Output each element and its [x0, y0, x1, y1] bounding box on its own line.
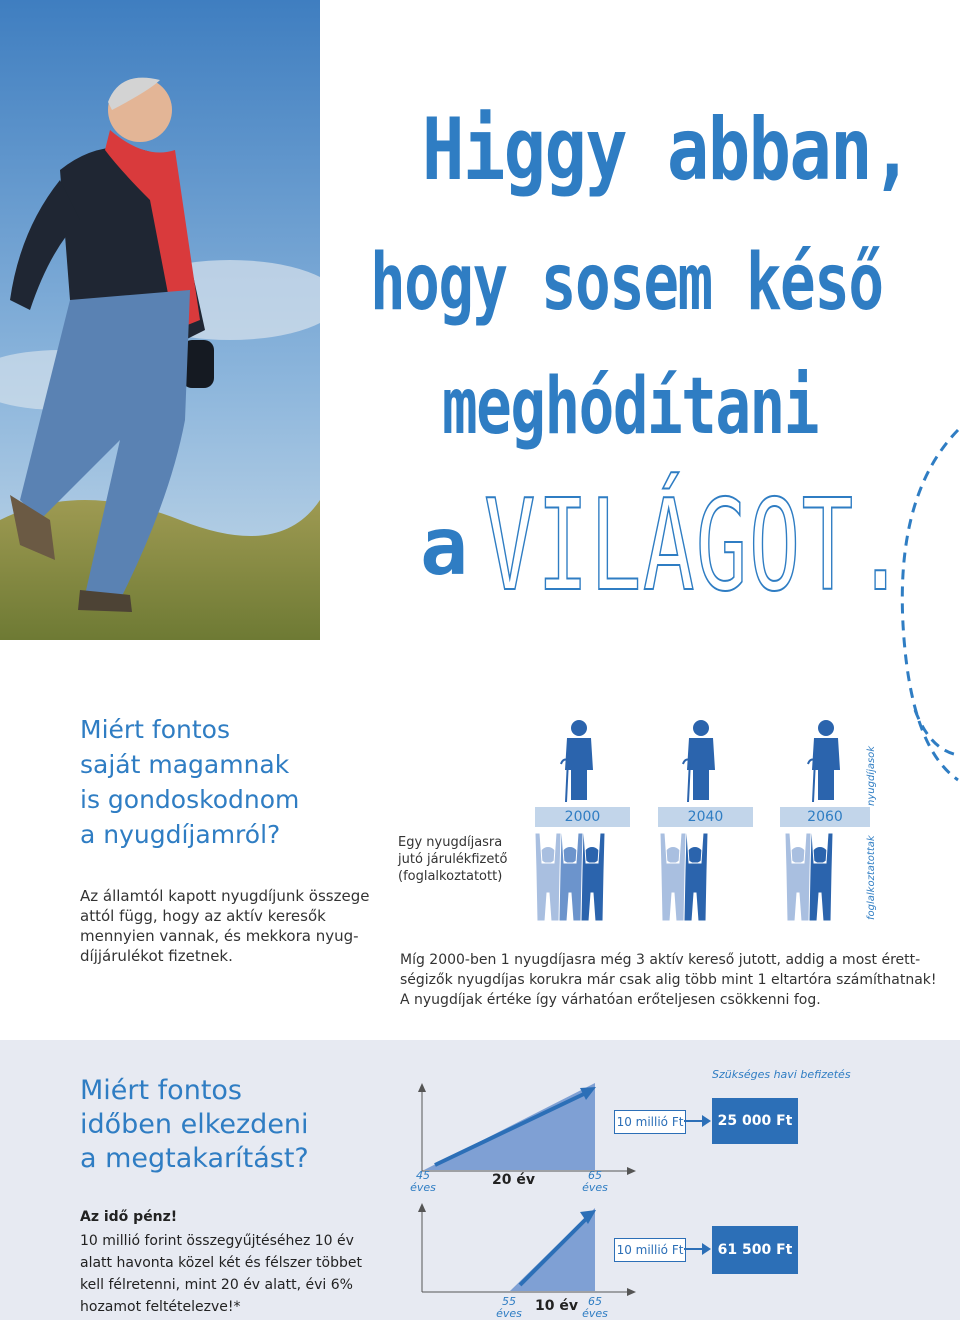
section2-title-line: Miért fontos	[80, 1075, 242, 1106]
section1-title-line: saját magamnak	[80, 750, 290, 779]
headline-line-3: meghódítani	[442, 362, 818, 452]
section1-title-line: Miért fontos	[80, 715, 230, 744]
section2-title-line: időben elkezdeni	[80, 1109, 309, 1140]
retiree-icon	[561, 720, 593, 802]
scenario1-end-age	[580, 1170, 610, 1194]
end-age-value: 65	[588, 1295, 602, 1308]
section1-title-line: is gondoskodnom	[80, 785, 300, 814]
running-man-photo	[0, 0, 320, 640]
headline-line-1: Higgy abban,	[422, 100, 912, 200]
age-unit: éves	[582, 1181, 608, 1194]
worker-icon	[535, 833, 561, 921]
section2-title	[80, 1074, 309, 1176]
section2-body-line: kell félretenni, mint 20 év alatt, évi 6%	[80, 1277, 353, 1293]
headline-line-2: hogy sosem késő	[370, 238, 883, 328]
section2-subtitle: Az idő pénz!	[80, 1209, 178, 1225]
year-bar-2060: 2060	[780, 807, 870, 827]
age-unit: éves	[496, 1307, 522, 1320]
retiree-icon	[808, 720, 840, 802]
section1-body-line: díjjárulékot fizetnek.	[80, 947, 233, 965]
arrow-right-icon	[684, 1240, 712, 1258]
caption-line: Míg 2000-ben 1 nyugdíjasra még 3 aktív kereső jutott, addig a most érett-	[400, 952, 921, 968]
savings-chart-20y	[400, 1080, 640, 1180]
section1-body-line: attól függ, hogy az aktív keresők	[80, 907, 326, 925]
left-label-line: (foglalkoztatott)	[398, 869, 503, 884]
dashed-curve-decoration	[870, 420, 960, 840]
section1-body	[80, 886, 369, 966]
start-age-value: 55	[502, 1295, 516, 1308]
caption-line: ségizők nyugdíjas korukra már csak alig több mint 1 eltartóra számíthatnak!	[400, 972, 937, 988]
section2-body-line: alatt havonta közel két és félszer többet	[80, 1255, 362, 1271]
section1-body-line: mennyien vannak, és mekkora nyug-	[80, 927, 359, 945]
scenario2-monthly-box: 61 500 Ft	[712, 1226, 798, 1274]
scenario2-period: 10 év	[535, 1298, 578, 1314]
section2-body-line: hozamot feltételezve!*	[80, 1299, 241, 1315]
headline-line-4a: a	[420, 500, 467, 593]
left-label-line: jutó járulékfizető	[398, 852, 508, 867]
scenario2-target-box: 10 millió Ft	[614, 1238, 686, 1262]
employed-label: foglalkoztatottak	[866, 835, 877, 920]
infographic-left-label	[398, 834, 507, 885]
section2-body	[80, 1230, 362, 1318]
arrow-right-icon	[684, 1112, 712, 1130]
section2-title-line: a megtakarítást?	[80, 1143, 309, 1174]
section1-title	[80, 712, 299, 852]
worker-icon	[660, 833, 686, 921]
retired-label: nyugdíjasok	[866, 745, 877, 806]
end-age-value: 65	[588, 1169, 602, 1182]
headline-line-4b: VILÁGOT.	[484, 472, 908, 619]
scenario2-start-age	[494, 1296, 524, 1320]
scenario1-monthly-box: 25 000 Ft	[712, 1098, 798, 1144]
left-label-line: Egy nyugdíjasra	[398, 835, 503, 850]
needed-monthly-label: Szükséges havi befizetés	[712, 1068, 851, 1081]
scenario1-target-box: 10 millió Ft	[614, 1110, 686, 1134]
scenario1-start-age	[408, 1170, 438, 1194]
infographic-caption	[400, 950, 937, 1010]
caption-line: A nyugdíjak értéke így várhatóan erőteljesen csökkenni fog.	[400, 992, 821, 1008]
scenario1-period: 20 év	[492, 1172, 535, 1188]
year-bar-2040: 2040	[658, 807, 753, 827]
section2-body-line: 10 millió forint összegyűjtéséhez 10 év	[80, 1233, 354, 1249]
age-unit: éves	[582, 1307, 608, 1320]
start-age-value: 45	[416, 1169, 430, 1182]
scenario2-end-age	[580, 1296, 610, 1320]
savings-chart-10y	[400, 1200, 640, 1300]
age-unit: éves	[410, 1181, 436, 1194]
worker-icon	[785, 833, 811, 921]
retiree-icon	[683, 720, 715, 802]
section1-title-line: a nyugdíjamról?	[80, 820, 281, 849]
section1-body-line: Az államtól kapott nyugdíjunk összege	[80, 887, 370, 905]
year-bar-2000: 2000	[535, 807, 630, 827]
